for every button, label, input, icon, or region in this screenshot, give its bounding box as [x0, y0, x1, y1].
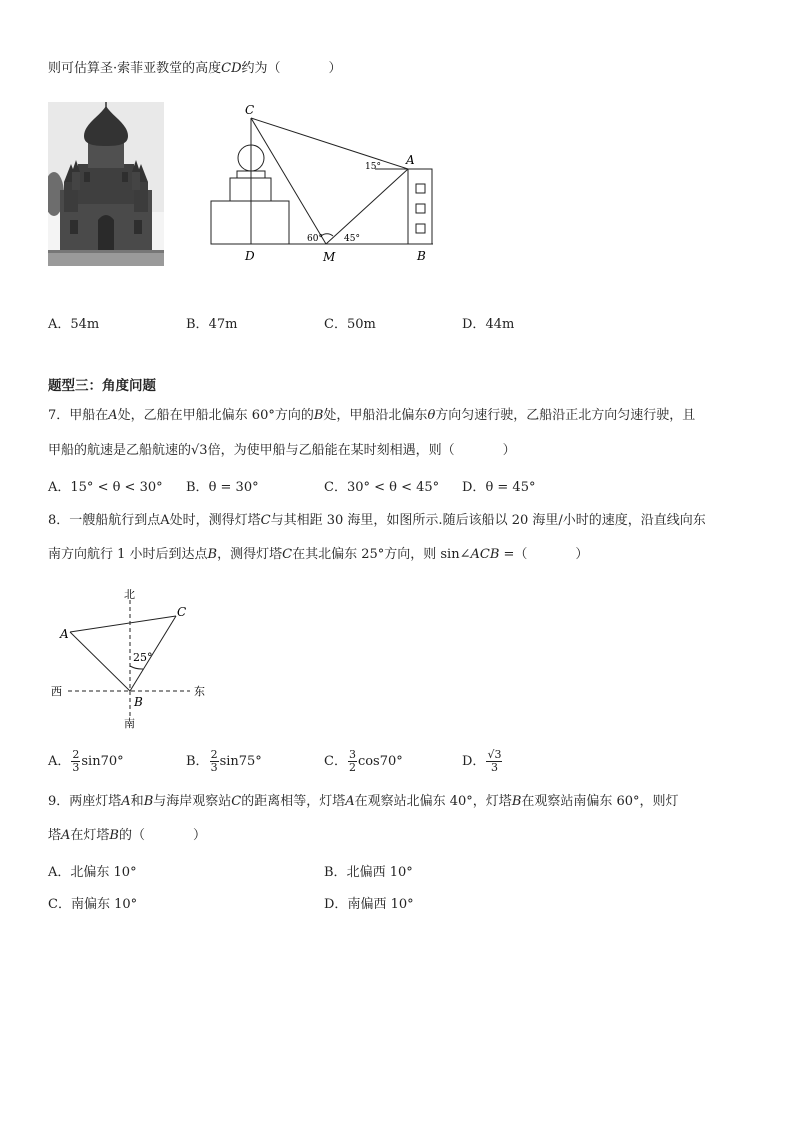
- label-west: 西: [51, 685, 62, 698]
- angle-15: 15°: [365, 162, 381, 172]
- label-south: 南: [124, 717, 135, 730]
- label-east: 东: [194, 685, 205, 698]
- q7-option-b[interactable]: B．θ = 30°: [186, 480, 259, 495]
- q7-option-d[interactable]: D．θ = 45°: [462, 480, 536, 495]
- q7-option-a[interactable]: A．15° < θ < 30°: [48, 480, 163, 495]
- q7-stem-line2: 甲船的航速是乙船航速的√3倍，为使甲船与乙船能在某时刻相遇，则（ ）: [48, 443, 516, 458]
- q6-stem-text: 则可估算圣·索菲亚教堂的高度: [48, 61, 222, 76]
- q6-stem: [48, 60, 342, 78]
- q8-stem-line2: 南方向航行 1 小时后到达点B，测得灯塔C在其北偏东 25°方向，则 sin∠ACB =（ ）: [48, 547, 589, 562]
- q8-figure: [48, 588, 218, 733]
- section-title: 题型三：角度问题: [48, 378, 156, 394]
- q7-option-c[interactable]: C．30° < θ < 45°: [324, 480, 440, 495]
- church-photo: [48, 102, 164, 266]
- sqrt3-symbol: √3: [191, 443, 208, 458]
- label-m: M: [323, 250, 336, 264]
- q6-option-a[interactable]: A．54m: [48, 317, 100, 332]
- label-b: B: [134, 695, 143, 709]
- q6-option-d[interactable]: D．44m: [462, 317, 515, 332]
- angle-25: 25°: [133, 651, 153, 664]
- label-a: A: [406, 153, 415, 167]
- q7-stem-line1: 7．甲船在A处，乙船在甲船北偏东 60°方向的B处，甲船沿北偏东θ方向匀速行驶，乙船沿正北方向匀速行驶，且: [48, 408, 696, 423]
- q8-option-c[interactable]: C． $\frac{3}{2}$ cos70°: [324, 748, 403, 774]
- q9-stem-line1: 9．两座灯塔A和B与海岸观察站C的距离相等，灯塔A在观察站北偏东 40°，灯塔B在观察站南偏东 60°，则灯: [48, 794, 679, 809]
- label-d: D: [245, 249, 255, 263]
- q8-option-b[interactable]: B． $\frac{2}{3}$ sin75°: [186, 748, 262, 774]
- q6-stem-text-2: 约为（: [241, 61, 281, 76]
- label-c: C: [245, 103, 255, 117]
- angle-60: 60°: [307, 234, 323, 244]
- q9-option-b[interactable]: B．北偏西 10°: [324, 865, 413, 880]
- q9-stem-line2: 塔A在灯塔B的（ ）: [48, 828, 207, 843]
- q8-stem-line1: 8．一艘船航行到点A处时，测得灯塔C与其相距 30 海里，如图所示.随后该船以 20 海里/小时的速度，沿直线向东: [48, 513, 706, 528]
- label-a: A: [60, 627, 69, 641]
- label-north: 北: [124, 588, 135, 601]
- label-b: B: [417, 249, 426, 263]
- q8-option-a[interactable]: A． $\frac{2}{3}$ sin70°: [48, 748, 124, 774]
- angle-45: 45°: [344, 234, 360, 244]
- q9-option-d[interactable]: D．南偏西 10°: [324, 897, 414, 912]
- q8-option-d[interactable]: D． $\frac{√3}{3}$: [462, 748, 502, 774]
- q6-stem-close: ）: [328, 61, 342, 76]
- q6-option-c[interactable]: C．50m: [324, 317, 376, 332]
- q9-option-c[interactable]: C．南偏东 10°: [48, 897, 138, 912]
- label-c: C: [177, 605, 187, 619]
- q6-figure: [205, 98, 455, 268]
- q9-option-a[interactable]: A．北偏东 10°: [48, 865, 137, 880]
- q6-var-cd: CD: [221, 61, 242, 76]
- q6-option-b[interactable]: B．47m: [186, 317, 238, 332]
